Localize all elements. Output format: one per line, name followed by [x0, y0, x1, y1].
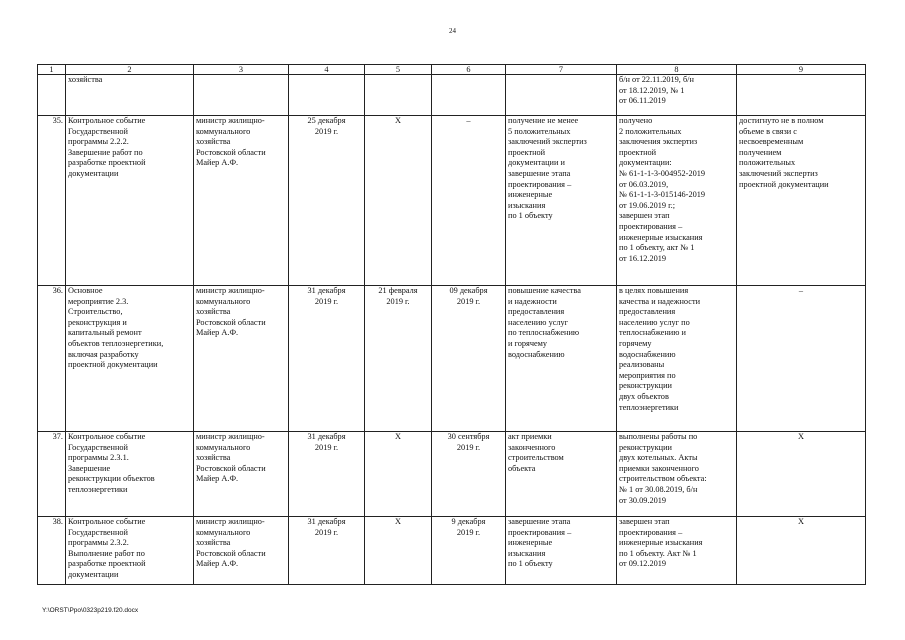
column-header-5: 5	[365, 65, 432, 75]
cell-problems: –	[737, 286, 866, 432]
cell-actual-start	[365, 75, 432, 116]
cell-actual-end: 30 сентября 2019 г.	[432, 432, 506, 517]
cell-actual-result: в целях повышения качества и надежности предоставления населению услуг по теплоснабжению и горячему водоснабжению реализованы мероприятия по реконструкции двух объектов теплоэнергетики	[617, 286, 737, 432]
cell-actual-end	[432, 75, 506, 116]
cell-problems: достигнуто не в полном объеме в связи с несвоевременным получением положительных заключений экспертиз проектной документации	[737, 116, 866, 286]
cell-actual-end: 09 декабря 2019 г.	[432, 286, 506, 432]
column-header-8: 8	[617, 65, 737, 75]
column-header-2: 2	[66, 65, 194, 75]
cell-actual-result: б/н от 22.11.2019, б/н от 18.12.2019, № 1 от 06.11.2019	[617, 75, 737, 116]
cell-actual-result: выполнены работы по реконструкции двух котельных. Акты приемки законченного строительством объекта: № 1 от 30.08.2019, б/н от 30.09.2019	[617, 432, 737, 517]
table-row-continuation	[38, 75, 866, 116]
cell-actual-result: завершен этап проектирования – инженерные изыскания по 1 объекту. Акт № 1 от 09.12.2019	[617, 517, 737, 585]
cell-planned-result: повышение качества и надежности предоставления населению услуг по теплоснабжению и горячему водоснабжению	[506, 286, 617, 432]
column-header-1: 1	[38, 65, 66, 75]
cell-planned-date: 31 декабря 2019 г.	[289, 517, 365, 585]
cell-event-name: хозяйства	[66, 75, 194, 116]
cell-number: 38.	[38, 517, 66, 585]
cell-planned-date: 31 декабря 2019 г.	[289, 286, 365, 432]
cell-event-name: Основное мероприятие 2.3. Строительство, реконструкция и капитальный ремонт объектов теплоэнергетики, включая разработку проектной документации	[66, 286, 194, 432]
cell-planned-result: получение не менее 5 положительных заключений экспертиз проектной документации и завершение этапа проектирования – инженерные изыскания по 1 объекту	[506, 116, 617, 286]
cell-number	[38, 75, 66, 116]
cell-responsible	[194, 75, 289, 116]
cell-problems: X	[737, 432, 866, 517]
cell-responsible: министр жилищно- коммунального хозяйства Ростовской области Майер А.Ф.	[194, 286, 289, 432]
page-number: 24	[449, 27, 456, 35]
cell-actual-start: X	[365, 116, 432, 286]
cell-planned-date: 25 декабря 2019 г.	[289, 116, 365, 286]
cell-responsible: министр жилищно- коммунального хозяйства Ростовской области Майер А.Ф.	[194, 517, 289, 585]
cell-event-name: Контрольное событие Государственной программы 2.3.1. Завершение реконструкции объектов теплоэнергетики	[66, 432, 194, 517]
cell-actual-start: 21 февраля 2019 г.	[365, 286, 432, 432]
cell-number: 35.	[38, 116, 66, 286]
cell-responsible: министр жилищно- коммунального хозяйства Ростовской области Майер А.Ф.	[194, 432, 289, 517]
cell-actual-end: –	[432, 116, 506, 286]
cell-planned-date	[289, 75, 365, 116]
column-header-9: 9	[737, 65, 866, 75]
cell-planned-result	[506, 75, 617, 116]
cell-planned-result: акт приемки законченного строительством объекта	[506, 432, 617, 517]
cell-planned-date: 31 декабря 2019 г.	[289, 432, 365, 517]
column-header-4: 4	[289, 65, 365, 75]
table-row	[38, 517, 866, 585]
cell-event-name: Контрольное событие Государственной программы 2.2.2. Завершение работ по разработке проектной документации	[66, 116, 194, 286]
cell-event-name: Контрольное событие Государственной программы 2.3.2. Выполнение работ по разработке проектной документации	[66, 517, 194, 585]
cell-actual-result: получено 2 положительных заключения экспертиз проектной документации: № 61-1-1-3-004952-2019 от 06.03.2019, № 61-1-1-3-015146-2019 от 19.06.2019 г.; завершен этап проектирования – инженерные изыскания по 1 объекту, акт № 1 от 16.12.2019	[617, 116, 737, 286]
file-path-footer: Y:\ORST\Ppo\0323p219.f20.docx	[42, 607, 139, 614]
cell-problems	[737, 75, 866, 116]
cell-actual-end: 9 декабря 2019 г.	[432, 517, 506, 585]
cell-responsible: министр жилищно- коммунального хозяйства Ростовской области Майер А.Ф.	[194, 116, 289, 286]
column-number-header-row	[38, 65, 866, 75]
cell-planned-result: завершение этапа проектирования – инженерные изыскания по 1 объекту	[506, 517, 617, 585]
column-header-7: 7	[506, 65, 617, 75]
column-header-6: 6	[432, 65, 506, 75]
column-header-3: 3	[194, 65, 289, 75]
table-row	[38, 116, 866, 286]
cell-number: 36.	[38, 286, 66, 432]
table-row	[38, 432, 866, 517]
report-table	[37, 64, 866, 585]
cell-actual-start: X	[365, 517, 432, 585]
cell-problems: X	[737, 517, 866, 585]
cell-actual-start: X	[365, 432, 432, 517]
table-row	[38, 286, 866, 432]
cell-number: 37.	[38, 432, 66, 517]
